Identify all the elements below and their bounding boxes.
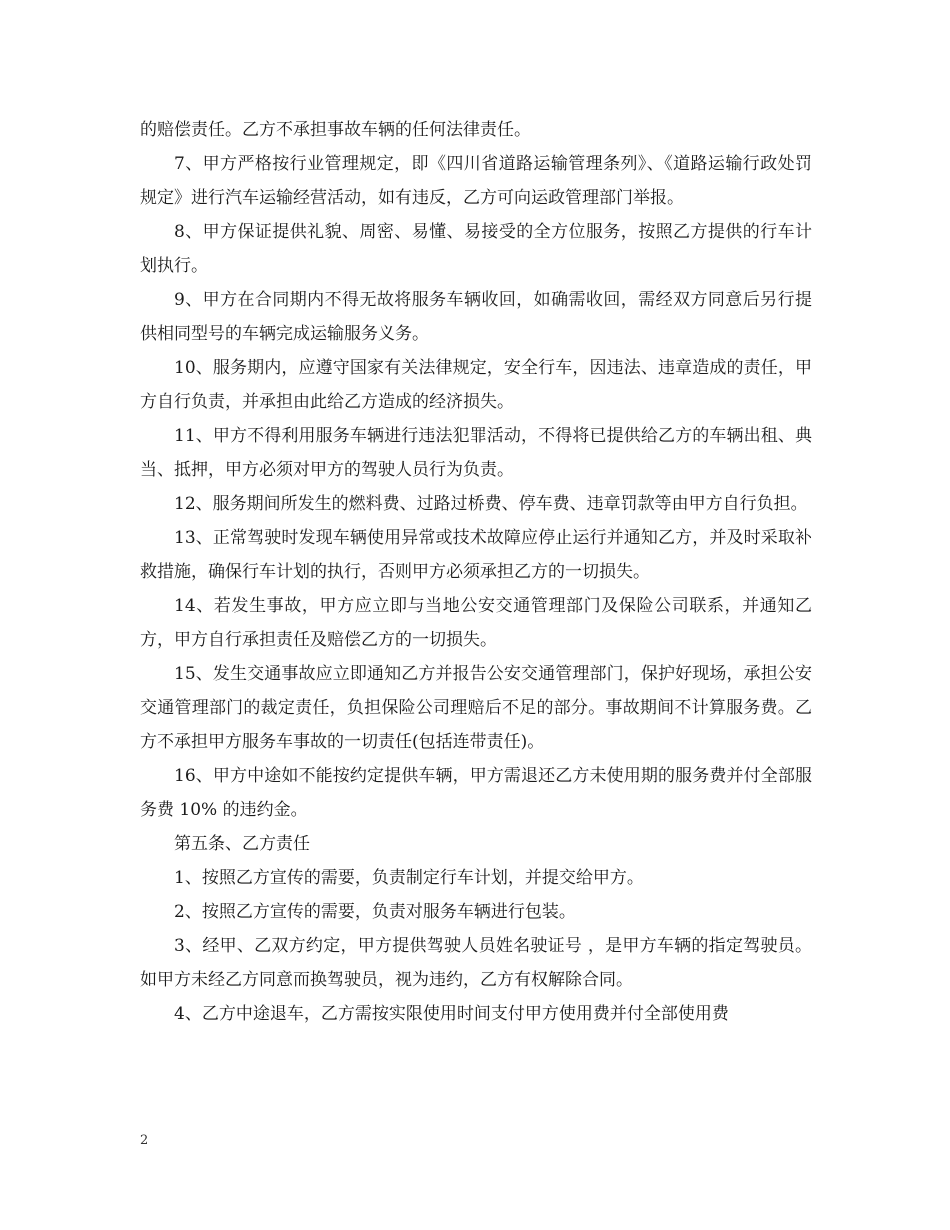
paragraph-clause-8: 8、甲方保证提供礼貌、周密、易懂、易接受的全方位服务，按照乙方提供的行车计划执行。 (140, 222, 812, 276)
paragraph-clause-7: 7、甲方严格按行业管理规定，即《四川省道路运输管理条列》、《道路运输行政处罚规定》进行汽车运输经营活动，如有违反，乙方可向运政管理部门举报。 (140, 154, 812, 208)
paragraph-clause-12: 12、服务期间所发生的燃料费、过路过桥费、停车费、违章罚款等由甲方自行负担。 (174, 494, 808, 514)
paragraph-clause-9: 9、甲方在合同期内不得无故将服务车辆收回，如确需收回，需经双方同意后另行提供相同型号的车辆完成运输服务义务。 (140, 290, 812, 344)
paragraph-clause-13: 13、正常驾驶时发现车辆使用异常或技术故障应停止运行并通知乙方，并及时采取补救措施，确保行车计划的执行，否则甲方必须承担乙方的一切损失。 (140, 528, 812, 582)
paragraph-clause-16: 16、甲方中途如不能按约定提供车辆，甲方需退还乙方未使用期的服务费并付全部服务费 10% 的违约金。 (140, 766, 812, 820)
section-heading-article-5: 第五条、乙方责任 (174, 834, 310, 854)
paragraph-clause-11: 11、甲方不得利用服务车辆进行违法犯罪活动，不得将已提供给乙方的车辆出租、典当、抵押，甲方必须对甲方的驾驶人员行为负责。 (140, 426, 812, 480)
paragraph-party-b-2: 2、按照乙方宣传的需要，负责对服务车辆进行包装。 (174, 902, 576, 922)
paragraph-party-b-3: 3、经甲、乙双方约定，甲方提供驾驶人员姓名驶证号 ，是甲方车辆的指定驾驶员。如甲方未经乙方同意而换驾驶员，视为违约，乙方有权解除合同。 (140, 936, 812, 990)
paragraph-clause-15: 15、发生交通事故应立即通知乙方并报告公安交通管理部门，保护好现场，承担公安交通管理部门的裁定责任，负担保险公司理赔后不足的部分。事故期间不计算服务费。乙方不承担甲方服务车事故的一切责任(包括连带责任)。 (140, 664, 812, 752)
page-number: 2 (140, 1133, 149, 1148)
paragraph-party-b-1: 1、按照乙方宣传的需要，负责制定行车计划，并提交给甲方。 (174, 868, 644, 888)
paragraph-continuation: 的赔偿责任。乙方不承担事故车辆的任何法律责任。 (140, 120, 531, 140)
paragraph-clause-14: 14、若发生事故，甲方应立即与当地公安交通管理部门及保险公司联系，并通知乙方，甲方自行承担责任及赔偿乙方的一切损失。 (140, 596, 812, 650)
paragraph-clause-10: 10、服务期内，应遵守国家有关法律规定，安全行车，因违法、违章造成的责任，甲方自行负责，并承担由此给乙方造成的经济损失。 (140, 358, 812, 412)
document-body (140, 113, 812, 1031)
paragraph-party-b-4: 4、乙方中途退车，乙方需按实限使用时间支付甲方使用费并付全部使用费 (174, 1004, 729, 1024)
